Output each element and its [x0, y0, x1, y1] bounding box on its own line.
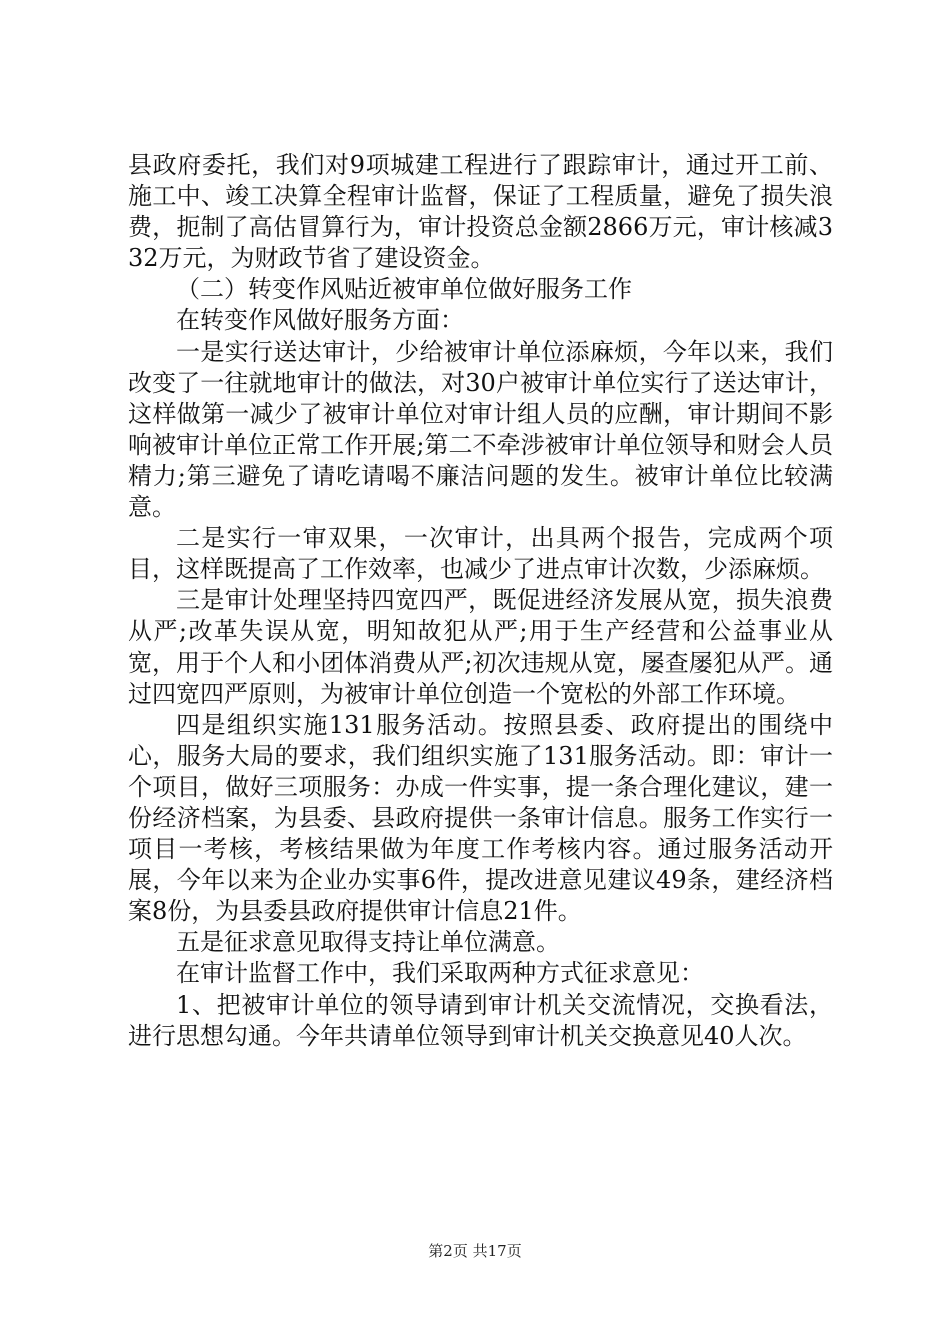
page-footer: 第2页 共17页 — [428, 1242, 522, 1260]
paragraph: 1、把被审计单位的领导请到审计机关交流情况，交换看法，进行思想勾通。今年共请单位领导到审计机关交换意见40人次。 — [128, 990, 833, 1050]
paragraph: 三是审计处理坚持四宽四严，既促进经济发展从宽，损失浪费从严;改革失误从宽，明知故犯从严;用于生产经营和公益事业从宽，用于个人和小团体消费从严;初次违规从宽，屡查屡犯从严。通过四宽四严原则，为被审计单位创造一个宽松的外部工作环境。 — [128, 586, 833, 708]
paragraph: 在审计监督工作中，我们采取两种方式征求意见： — [176, 959, 704, 988]
paragraph: 二是实行一审双果，一次审计，出具两个报告，完成两个项目，这样既提高了工作效率，也减少了进点审计次数，少添麻烦。 — [128, 524, 833, 584]
paragraph: 五是征求意见取得支持让单位满意。 — [176, 928, 560, 957]
paragraph: 在转变作风做好服务方面： — [176, 306, 464, 335]
paragraph: 一是实行送达审计，少给被审计单位添麻烦，今年以来，我们改变了一往就地审计的做法，对30户被审计单位实行了送达审计，这样做第一减少了被审计单位对审计组人员的应酬，审计期间不影响被审计单位正常工作开展;第二不牵涉被审计单位领导和财会人员精力;第三避免了请吃请喝不廉洁问题的发生。被审计单位比较满意。 — [128, 337, 833, 522]
paragraph: 县政府委托，我们对9项城建工程进行了跟踪审计，通过开工前、施工中、竣工决算全程审计监督，保证了工程质量，避免了损失浪费，扼制了高估冒算行为，审计投资总金额2866万元，审计核减332万元，为财政节省了建设资金。 — [128, 151, 833, 273]
section-heading: （二）转变作风贴近被审单位做好服务工作 — [176, 275, 632, 304]
document-body — [128, 150, 833, 1052]
paragraph: 四是组织实施131服务活动。按照县委、政府提出的围绕中心，服务大局的要求，我们组织实施了131服务活动。即：审计一个项目，做好三项服务：办成一件实事，提一条合理化建议，建一份经济档案，为县委、县政府提供一条审计信息。服务工作实行一项目一考核，考核结果做为年度工作考核内容。通过服务活动开展，今年以来为企业办实事6件，提改进意见建议49条，建经济档案8份，为县委县政府提供审计信息21件。 — [128, 710, 833, 926]
